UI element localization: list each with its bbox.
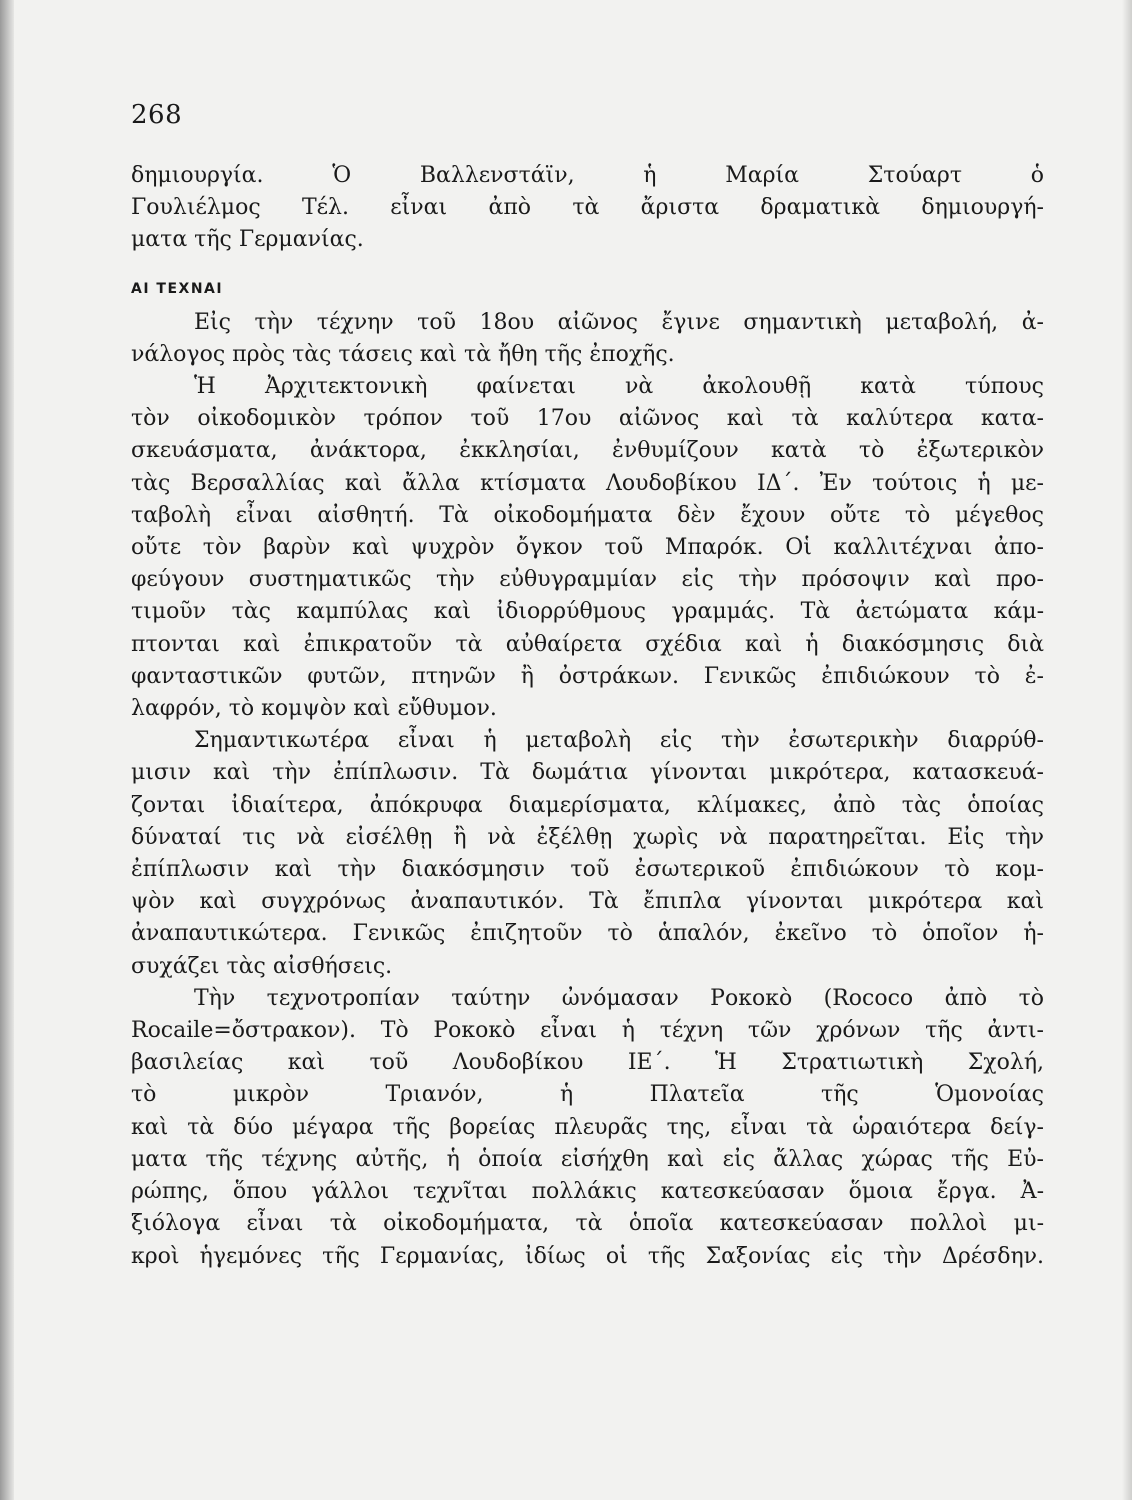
text-line: ρώπης, ὅπου γάλλοι τεχνῖται πολλάκις κατεσκεύασαν ὅμοια ἔργα. Ἀ- xyxy=(131,1179,1044,1205)
text-line: τιμοῦν τὰς καμπύλας καὶ ἰδιορρύθμους γραμμάς. Τὰ ἀετώματα κάμ- xyxy=(131,599,1044,625)
text-line: ζονται ἰδιαίτερα, ἀπόκρυφα διαμερίσματα, κλίμακες, ἀπὸ τὰς ὁποίας xyxy=(131,792,1044,818)
text-line: Rocaile=ὄστρακον). Τὸ Ροκοκὸ εἶναι ἡ τέχνη τῶν χρόνων τῆς ἀντι- xyxy=(131,1018,1044,1044)
text-line: Γουλιέλμος Τέλ. εἶναι ἀπὸ τὰ ἄριστα δραματικὰ δημιουργή- xyxy=(131,195,1044,221)
binding-shadow xyxy=(0,0,14,1500)
text-line: δημιουργία. Ὁ Βαλλενστάϊν, ἡ Μαρία Στούαρτ ὁ xyxy=(131,163,1044,188)
text-line: πτονται καὶ ἐπικρατοῦν τὰ αὐθαίρετα σχέδια καὶ ἡ διακόσμησις διὰ xyxy=(131,631,1044,657)
text-line: βασιλείας καὶ τοῦ Λουδοβίκου ΙΕ΄. Ἡ Στρατιωτικὴ Σχολή, xyxy=(131,1050,1044,1076)
text-line: ματα τῆς Γερμανίας. xyxy=(131,227,364,253)
text-line: μισιν καὶ τὴν ἐπίπλωσιν. Τὰ δωμάτια γίνονται μικρότερα, κατασκευά- xyxy=(131,760,1044,786)
text-line: τὰς Βερσαλλίας καὶ ἄλλα κτίσματα Λουδοβίκου ΙΔ΄. Ἐν τούτοις ἡ με- xyxy=(131,470,1044,496)
text-line: τὸν οἰκοδομικὸν τρόπον τοῦ 17ου αἰῶνος καὶ τὰ καλύτερα κατα- xyxy=(131,406,1044,432)
text-line: ταβολὴ εἶναι αἰσθητή. Τὰ οἰκοδομήματα δὲν ἔχουν οὔτε τὸ μέγεθος xyxy=(131,502,1044,528)
text-line: ματα τῆς τέχνης αὐτῆς, ἡ ὁποία εἰσήχθη καὶ εἰς ἄλλας χώρας τῆς Εὐ- xyxy=(131,1146,1044,1172)
text-line: τὸ μικρὸν Τριανόν, ἡ Πλατεῖα τῆς Ὁμονοίας xyxy=(131,1082,1044,1108)
text-line: Τὴν τεχνοτροπίαν ταύτην ὠνόμασαν Ροκοκὸ (Rococo ἀπὸ τὸ xyxy=(194,985,1044,1011)
text-line: καὶ τὰ δύο μέγαρα τῆς βορείας πλευρᾶς της, εἶναι τὰ ὡραιότερα δείγ- xyxy=(131,1114,1044,1140)
page-text-block xyxy=(131,100,1044,1273)
paragraph-4 xyxy=(131,983,1044,1273)
text-line: ἀναπαυτικώτερα. Γενικῶς ἐπιζητοῦν τὸ ἁπαλόν, ἐκεῖνο τὸ ὁποῖον ἡ- xyxy=(131,921,1044,947)
paragraph-2 xyxy=(131,371,1044,725)
text-line: σκευάσματα, ἀνάκτορα, ἐκκλησίαι, ἐνθυμίζουν κατὰ τὸ ἐξωτερικὸν xyxy=(131,438,1044,464)
text-line: φανταστικῶν φυτῶν, πτηνῶν ἢ ὀστράκων. Γενικῶς ἐπιδιώκουν τὸ ἐ- xyxy=(131,663,1044,689)
text-line: Σημαντικωτέρα εἶναι ἡ μεταβολὴ εἰς τὴν ἐσωτερικὴν διαρρύθ- xyxy=(194,728,1044,754)
text-line: οὔτε τὸν βαρὺν καὶ ψυχρὸν ὄγκον τοῦ Μπαρόκ. Οἱ καλλιτέχναι ἀπο- xyxy=(131,535,1044,561)
paragraph-3 xyxy=(131,725,1044,983)
text-line: κροὶ ἡγεμόνες τῆς Γερμανίας, ἰδίως οἱ τῆς Σαξονίας εἰς τὴν Δρέσδην. xyxy=(131,1243,1044,1269)
text-line: φεύγουν συστηματικῶς τὴν εὐθυγραμμίαν εἰς τὴν πρόσοψιν καὶ προ- xyxy=(131,567,1044,593)
edge-shadow xyxy=(1122,0,1132,1500)
text-line: Ἡ Ἀρχιτεκτονικὴ φαίνεται νὰ ἀκολουθῇ κατὰ τύπους xyxy=(194,374,1044,400)
text-line: λαφρόν, τὸ κομψὸν καὶ εὔθυμον. xyxy=(131,696,497,722)
paragraph-1 xyxy=(131,307,1044,371)
text-line: ψὸν καὶ συγχρόνως ἀναπαυτικόν. Τὰ ἔπιπλα γίνονται μικρότερα καὶ xyxy=(131,889,1044,915)
text-line: ξιόλογα εἶναι τὰ οἰκοδομήματα, τὰ ὁποῖα κατεσκεύασαν πολλοὶ μι- xyxy=(131,1211,1044,1237)
section-heading: ΑΙ ΤΕΧΝΑΙ xyxy=(131,280,224,297)
text-line: συχάζει τὰς αἰσθήσεις. xyxy=(131,953,393,979)
text-line: νάλογος πρὸς τὰς τάσεις καὶ τὰ ἤθη τῆς ἐποχῆς. xyxy=(131,341,675,367)
intro-paragraph xyxy=(131,160,1044,257)
text-line: δύναταί τις νὰ εἰσέλθῃ ἢ νὰ ἐξέλθῃ χωρὶς νὰ παρατηρεῖται. Εἰς τὴν xyxy=(131,824,1044,850)
text-line: Εἰς τὴν τέχνην τοῦ 18ου αἰῶνος ἔγινε σημαντικὴ μεταβολή, ἀ- xyxy=(194,309,1044,335)
text-line: ἐπίπλωσιν καὶ τὴν διακόσμησιν τοῦ ἐσωτερικοῦ ἐπιδιώκουν τὸ κομ- xyxy=(131,857,1044,883)
page-number: 268 xyxy=(131,100,183,130)
